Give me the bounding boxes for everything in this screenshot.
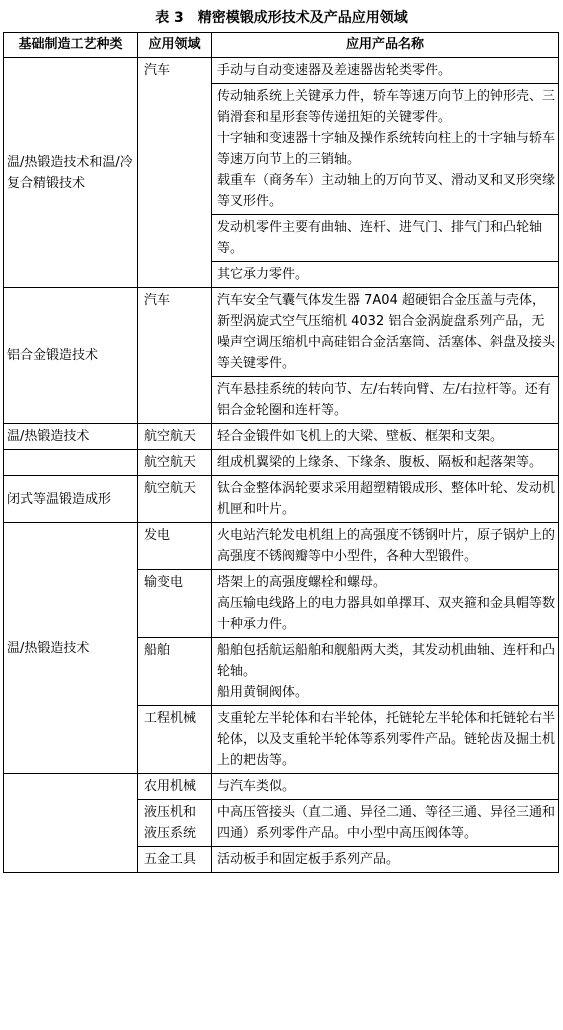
product-cell: 轻合金锻件如飞机上的大梁、壁板、框架和支架。 xyxy=(212,424,559,450)
field-cell: 发电 xyxy=(138,523,212,570)
process-cell: 温/热锻造技术和温/冷复合精锻技术 xyxy=(4,58,138,288)
field-cell: 液压机和液压系统 xyxy=(138,800,212,847)
process-cell: 铝合金锻造技术 xyxy=(4,288,138,424)
product-cell: 活动板手和固定板手系列产品。 xyxy=(212,847,559,873)
process-cell xyxy=(4,774,138,873)
product-cell: 钛合金整体涡轮要求采用超塑精锻成形、整体叶轮、发动机机匣和叶片。 xyxy=(212,476,559,523)
product-cell: 支重轮左半轮体和右半轮体，托链轮左半轮体和托链轮右半轮体，以及支重轮半轮体等系列零件产品。链轮齿及掘土机上的耙齿等。 xyxy=(212,706,559,774)
field-cell: 船舶 xyxy=(138,638,212,706)
product-cell: 火电站汽轮发电机组上的高强度不锈钢叶片，原子锅炉上的高强度不锈阀瓣等中小型件，各种大型锻件。 xyxy=(212,523,559,570)
field-cell: 输变电 xyxy=(138,570,212,638)
field-cell: 汽车 xyxy=(138,58,212,288)
product-cell: 与汽车类似。 xyxy=(212,774,559,800)
process-cell: 温/热锻造技术 xyxy=(4,424,138,450)
product-cell: 传动轴系统上关键承力件，轿车等速万向节上的钟形壳、三销滑套和星形套等传递扭矩的关键零件。 十字轴和变速器十字轴及操作系统转向柱上的十字轴与轿车等速万向节上的三销轴。 载重车（商务车）主动轴上的万向节叉、滑动叉和叉形突缘等叉形件。 xyxy=(212,84,559,215)
table-row xyxy=(4,476,559,523)
process-cell xyxy=(4,450,138,476)
product-cell: 汽车安全气囊气体发生器 7A04 超硬铝合金压盖与壳体，新型涡旋式空气压缩机 4032 铝合金涡旋盘系列产品，无噪声空调压缩机中高硅铝合金活塞筒、活塞体、斜盘及接头等关键零件。 xyxy=(212,288,559,377)
field-cell: 航空航天 xyxy=(138,424,212,450)
header-row xyxy=(4,33,559,58)
header-field: 应用领域 xyxy=(138,33,212,58)
field-cell: 五金工具 xyxy=(138,847,212,873)
field-cell: 航空航天 xyxy=(138,476,212,523)
table-row xyxy=(4,523,559,570)
process-table xyxy=(3,32,559,873)
product-cell: 塔架上的高强度螺栓和螺母。 高压输电线路上的电力器具如单擇耳、双夹箍和金具帽等数十种承力件。 xyxy=(212,570,559,638)
table-row xyxy=(4,424,559,450)
field-cell: 航空航天 xyxy=(138,450,212,476)
header-process: 基础制造工艺种类 xyxy=(4,33,138,58)
table-title: 表 3 精密模锻成形技术及产品应用领域 xyxy=(155,10,408,26)
table-row xyxy=(4,450,559,476)
product-cell: 手动与自动变速器及差速器齿轮类零件。 xyxy=(212,58,559,84)
field-cell: 汽车 xyxy=(138,288,212,424)
product-cell: 船舶包括航运船舶和舰船两大类，其发动机曲轴、连杆和凸轮轴。 船用黄铜阀体。 xyxy=(212,638,559,706)
process-cell: 温/热锻造技术 xyxy=(4,523,138,774)
field-cell: 工程机械 xyxy=(138,706,212,774)
field-cell: 农用机械 xyxy=(138,774,212,800)
product-cell: 发动机零件主要有曲轴、连杆、进气门、排气门和凸轮轴等。 xyxy=(212,215,559,262)
table-row xyxy=(4,288,559,377)
header-products: 应用产品名称 xyxy=(212,33,559,58)
product-cell: 中高压管接头（直二通、异径二通、等径三通、异径三通和四通）系列零件产品。中小型中高压阀体等。 xyxy=(212,800,559,847)
product-cell: 组成机翼梁的上缘条、下缘条、腹板、隔板和起落架等。 xyxy=(212,450,559,476)
product-cell: 汽车悬挂系统的转向节、左/右转向臂、左/右拉杆等。还有铝合金轮圈和连杆等。 xyxy=(212,377,559,424)
process-cell: 闭式等温锻造成形 xyxy=(4,476,138,523)
table-row xyxy=(4,774,559,800)
product-cell: 其它承力零件。 xyxy=(212,262,559,288)
table-row xyxy=(4,58,559,84)
